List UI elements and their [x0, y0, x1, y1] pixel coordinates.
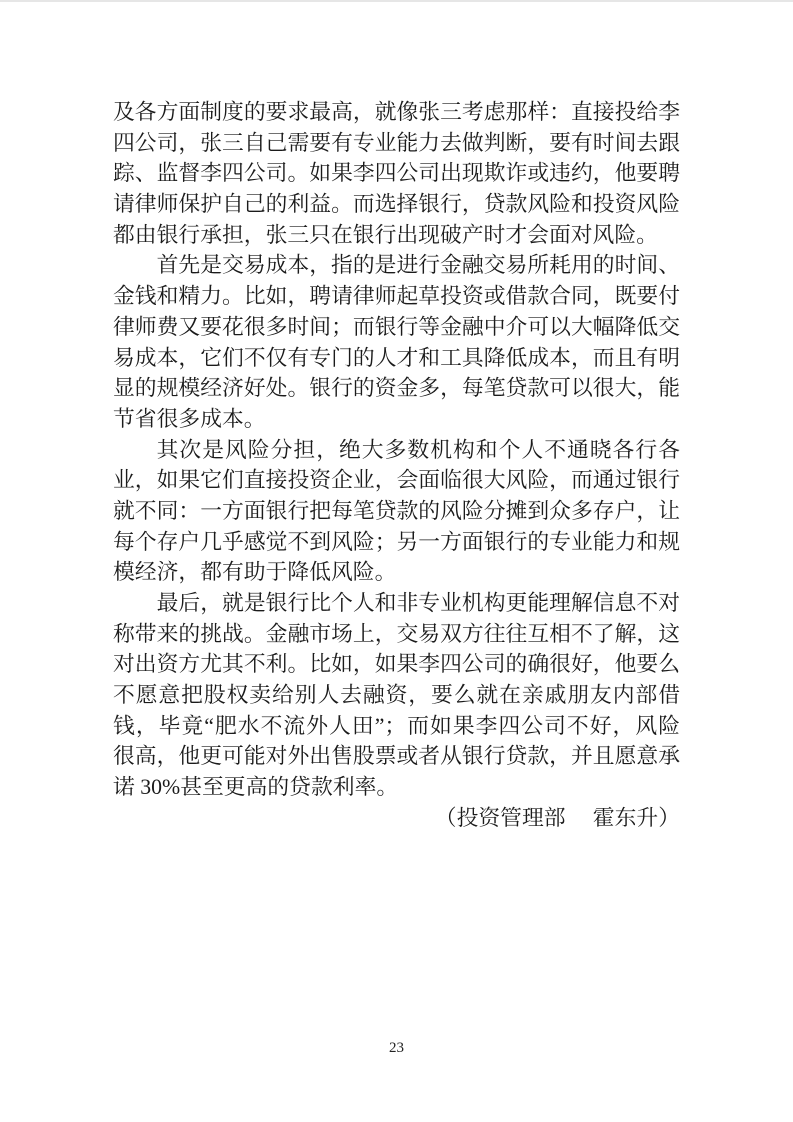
text-line: 每个存户几乎感觉不到风险；另一方面银行的专业能力和规 [113, 529, 680, 554]
text-line: 钱，毕竟“肥水不流外人田”；而如果李四公司不好，风险 [113, 713, 680, 738]
text-line: 模经济，都有助于降低风险。 [113, 560, 397, 585]
text-line: 都由银行承担，张三只在银行出现破产时才会面对风险。 [113, 222, 658, 247]
paragraph [113, 435, 680, 588]
document-body [113, 97, 680, 834]
text-line: 对出资方尤其不利。比如，如果李四公司的确很好，他要么 [113, 652, 680, 677]
text-line: 首先是交易成本，指的是进行金融交易所耗用的时间、 [156, 253, 680, 278]
text-line: 四公司，张三自己需要有专业能力去做判断，要有时间去跟 [113, 130, 680, 155]
paragraph [113, 250, 680, 434]
text-line: 业，如果它们直接投资企业，会面临很大风险，而通过银行 [113, 468, 680, 493]
paragraphs [113, 97, 680, 803]
text-line: 请律师保护自己的利益。而选择银行，贷款风险和投资风险 [113, 192, 680, 217]
text-line: 显的规模经济好处。银行的资金多，每笔贷款可以很大，能 [113, 376, 680, 401]
text-line: 诺 30%甚至更高的贷款利率。 [113, 775, 399, 800]
text-line: 最后，就是银行比个人和非专业机构更能理解信息不对 [156, 591, 680, 615]
page-number: 23 [389, 1040, 404, 1056]
text-line: 节省很多成本。 [113, 406, 266, 431]
page-edge-artifact [0, 0, 793, 2]
text-line: 踪、监督李四公司。如果李四公司出现欺诈或违约，他要聘 [113, 161, 680, 186]
text-line: 不愿意把股权卖给别人去融资，要么就在亲戚朋友内部借 [113, 683, 680, 708]
text-line: 其次是风险分担，绝大多数机构和个人不通晓各行各 [156, 437, 680, 462]
attribution-line: （投资管理部 霍东升） [434, 805, 680, 830]
text-line: 及各方面制度的要求最高，就像张三考虑那样：直接投给李 [113, 100, 680, 124]
paragraph [113, 588, 680, 803]
text-line: 很高，他更可能对外出售股票或者从银行贷款，并且愿意承 [113, 744, 680, 769]
text-line: 易成本，它们不仅有专门的人才和工具降低成本，而且有明 [113, 345, 680, 370]
text-line: 就不同：一方面银行把每笔贷款的风险分摊到众多存户，让 [113, 498, 680, 523]
text-line: 金钱和精力。比如，聘请律师起草投资或借款合同，既要付 [113, 284, 680, 309]
paragraph [113, 97, 680, 250]
text-line: 律师费又要花很多时间；而银行等金融中介可以大幅降低交 [113, 314, 680, 339]
text-line: 称带来的挑战。金融市场上，交易双方往往互相不了解，这 [113, 621, 680, 646]
